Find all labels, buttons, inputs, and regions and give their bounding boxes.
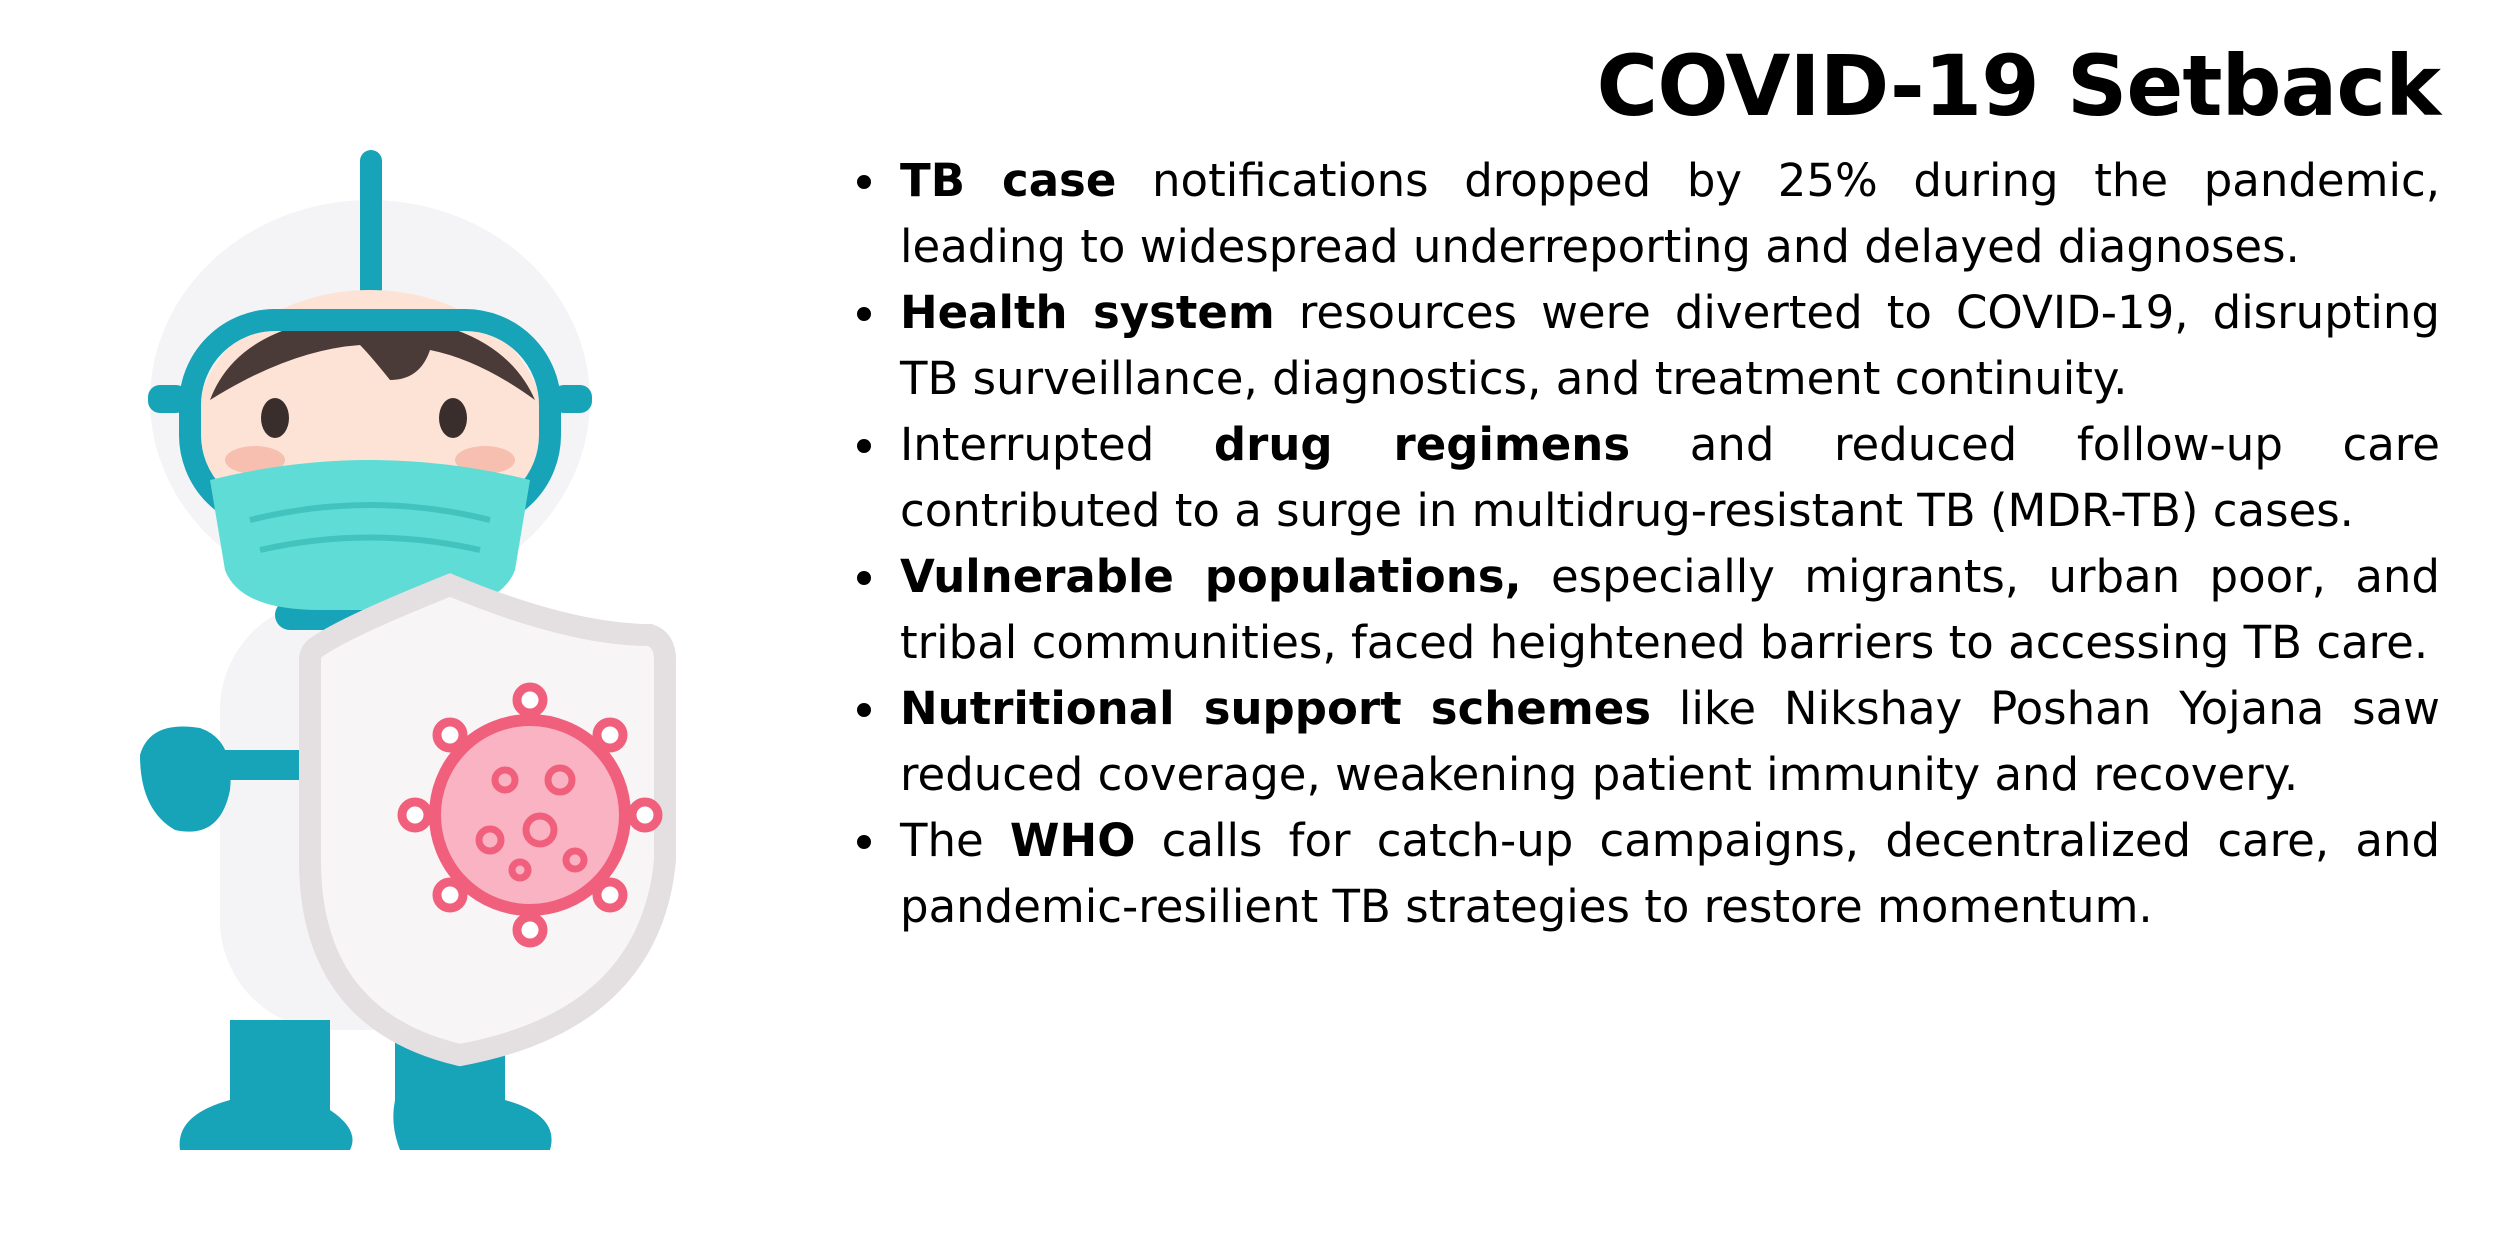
goggles-right-clip [552, 385, 592, 413]
list-item [900, 148, 2440, 280]
goggles-left-clip [148, 385, 188, 413]
bullet-prefix-text: The [900, 814, 1010, 867]
list-item [900, 412, 2440, 544]
left-boot-icon [180, 1020, 353, 1150]
list-item [900, 280, 2440, 412]
bullet-list [900, 148, 2440, 940]
left-eye-icon [261, 398, 289, 438]
glove-icon [140, 727, 231, 832]
list-item [900, 544, 2440, 676]
list-item [900, 676, 2440, 808]
right-eye-icon [439, 398, 467, 438]
list-item [900, 808, 2440, 940]
virus-icon [402, 687, 658, 943]
page-title: COVID-19 Setback [1596, 37, 2440, 135]
bullet-bold-text: TB case [900, 154, 1117, 207]
bullet-bold-text: Health system [900, 286, 1275, 339]
doctor-shield-illustration [120, 140, 780, 1180]
bullet-text: calls for catch-up campaigns, decentralized care, and pandemic-resilient TB strategies to restore momentum. [900, 814, 2441, 933]
bullet-prefix-text: Interrupted [900, 418, 1214, 471]
bullet-text: like Nikshay Poshan Yojana saw reduced coverage, weakening patient immunity and recovery. [900, 682, 2440, 801]
bullet-text: resources were diverted to COVID-19, disrupting TB surveillance, diagnostics, and treatment continuity. [900, 286, 2441, 405]
bullet-text: notifications dropped by 25% during the pandemic, leading to widespread underreporting and delayed diagnoses. [900, 154, 2441, 273]
bullet-bold-text: drug regimens [1213, 418, 1631, 471]
bullet-text: especially migrants, urban poor, and tribal communities, faced heightened barriers to accessing TB care. [900, 550, 2440, 669]
bullet-bold-text: WHO [1009, 814, 1136, 867]
bullet-text: and reduced follow-up care contributed to a surge in multidrug-resistant TB (MDR-TB) cases. [900, 418, 2440, 537]
bullet-bold-text: Nutritional support schemes [900, 682, 1652, 735]
bullet-bold-text: Vulnerable populations, [900, 550, 1522, 603]
